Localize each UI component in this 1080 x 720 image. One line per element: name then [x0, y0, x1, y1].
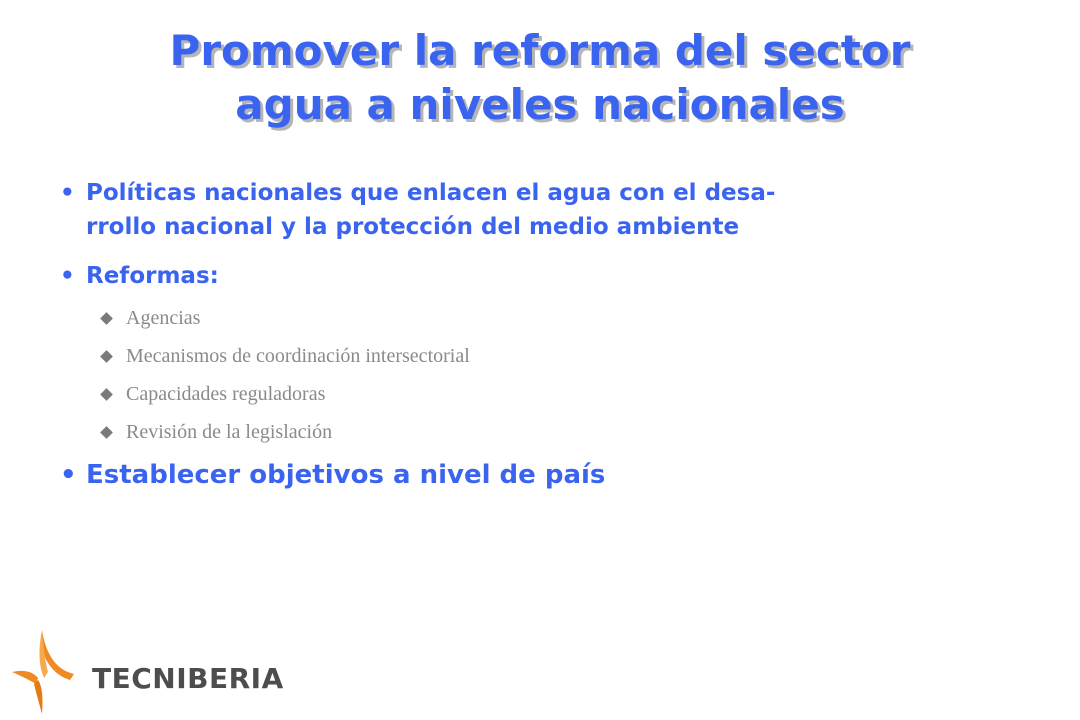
diamond-bullet-icon — [100, 426, 113, 439]
bullet-item-politicas — [60, 176, 1040, 244]
diamond-bullet-icon — [100, 388, 113, 401]
slide-title-line-1: Promover la reforma del sector — [169, 26, 911, 75]
diamond-bullet-icon — [100, 312, 113, 325]
bullet-item-objetivos — [60, 458, 1040, 492]
sub-item-text: Capacidades reguladoras — [126, 383, 326, 405]
bullet-text: Reformas: — [86, 263, 219, 289]
sub-item-capacidades — [100, 382, 800, 406]
sub-item-text: Mecanismos de coordinación intersectorial — [126, 345, 470, 367]
logo-wordmark: TECNIBERIA — [92, 662, 284, 695]
bullet-dot: • — [60, 460, 77, 490]
sub-item-agencias — [100, 306, 800, 330]
tecniberia-star-logo-icon — [8, 628, 88, 716]
sub-item-text: Agencias — [126, 307, 201, 329]
sub-item-mecanismos — [100, 344, 800, 368]
bullet-text-line-1: Políticas nacionales que enlacen el agua con el desa- — [86, 180, 776, 206]
bullet-text-line-2: rrollo nacional y la protección del medio ambiente — [86, 214, 740, 240]
bullet-item-reformas — [60, 259, 1040, 293]
sub-item-text: Revisión de la legislación — [126, 421, 333, 443]
bullet-dot: • — [60, 180, 75, 206]
bullet-text: Establecer objetivos a nivel de país — [86, 460, 606, 490]
tecniberia-logo — [8, 628, 284, 716]
diamond-bullet-icon — [100, 350, 113, 363]
slide-title-line-2: agua a niveles nacionales — [235, 80, 845, 129]
sub-item-revision — [100, 420, 800, 444]
bullet-dot: • — [60, 263, 75, 289]
